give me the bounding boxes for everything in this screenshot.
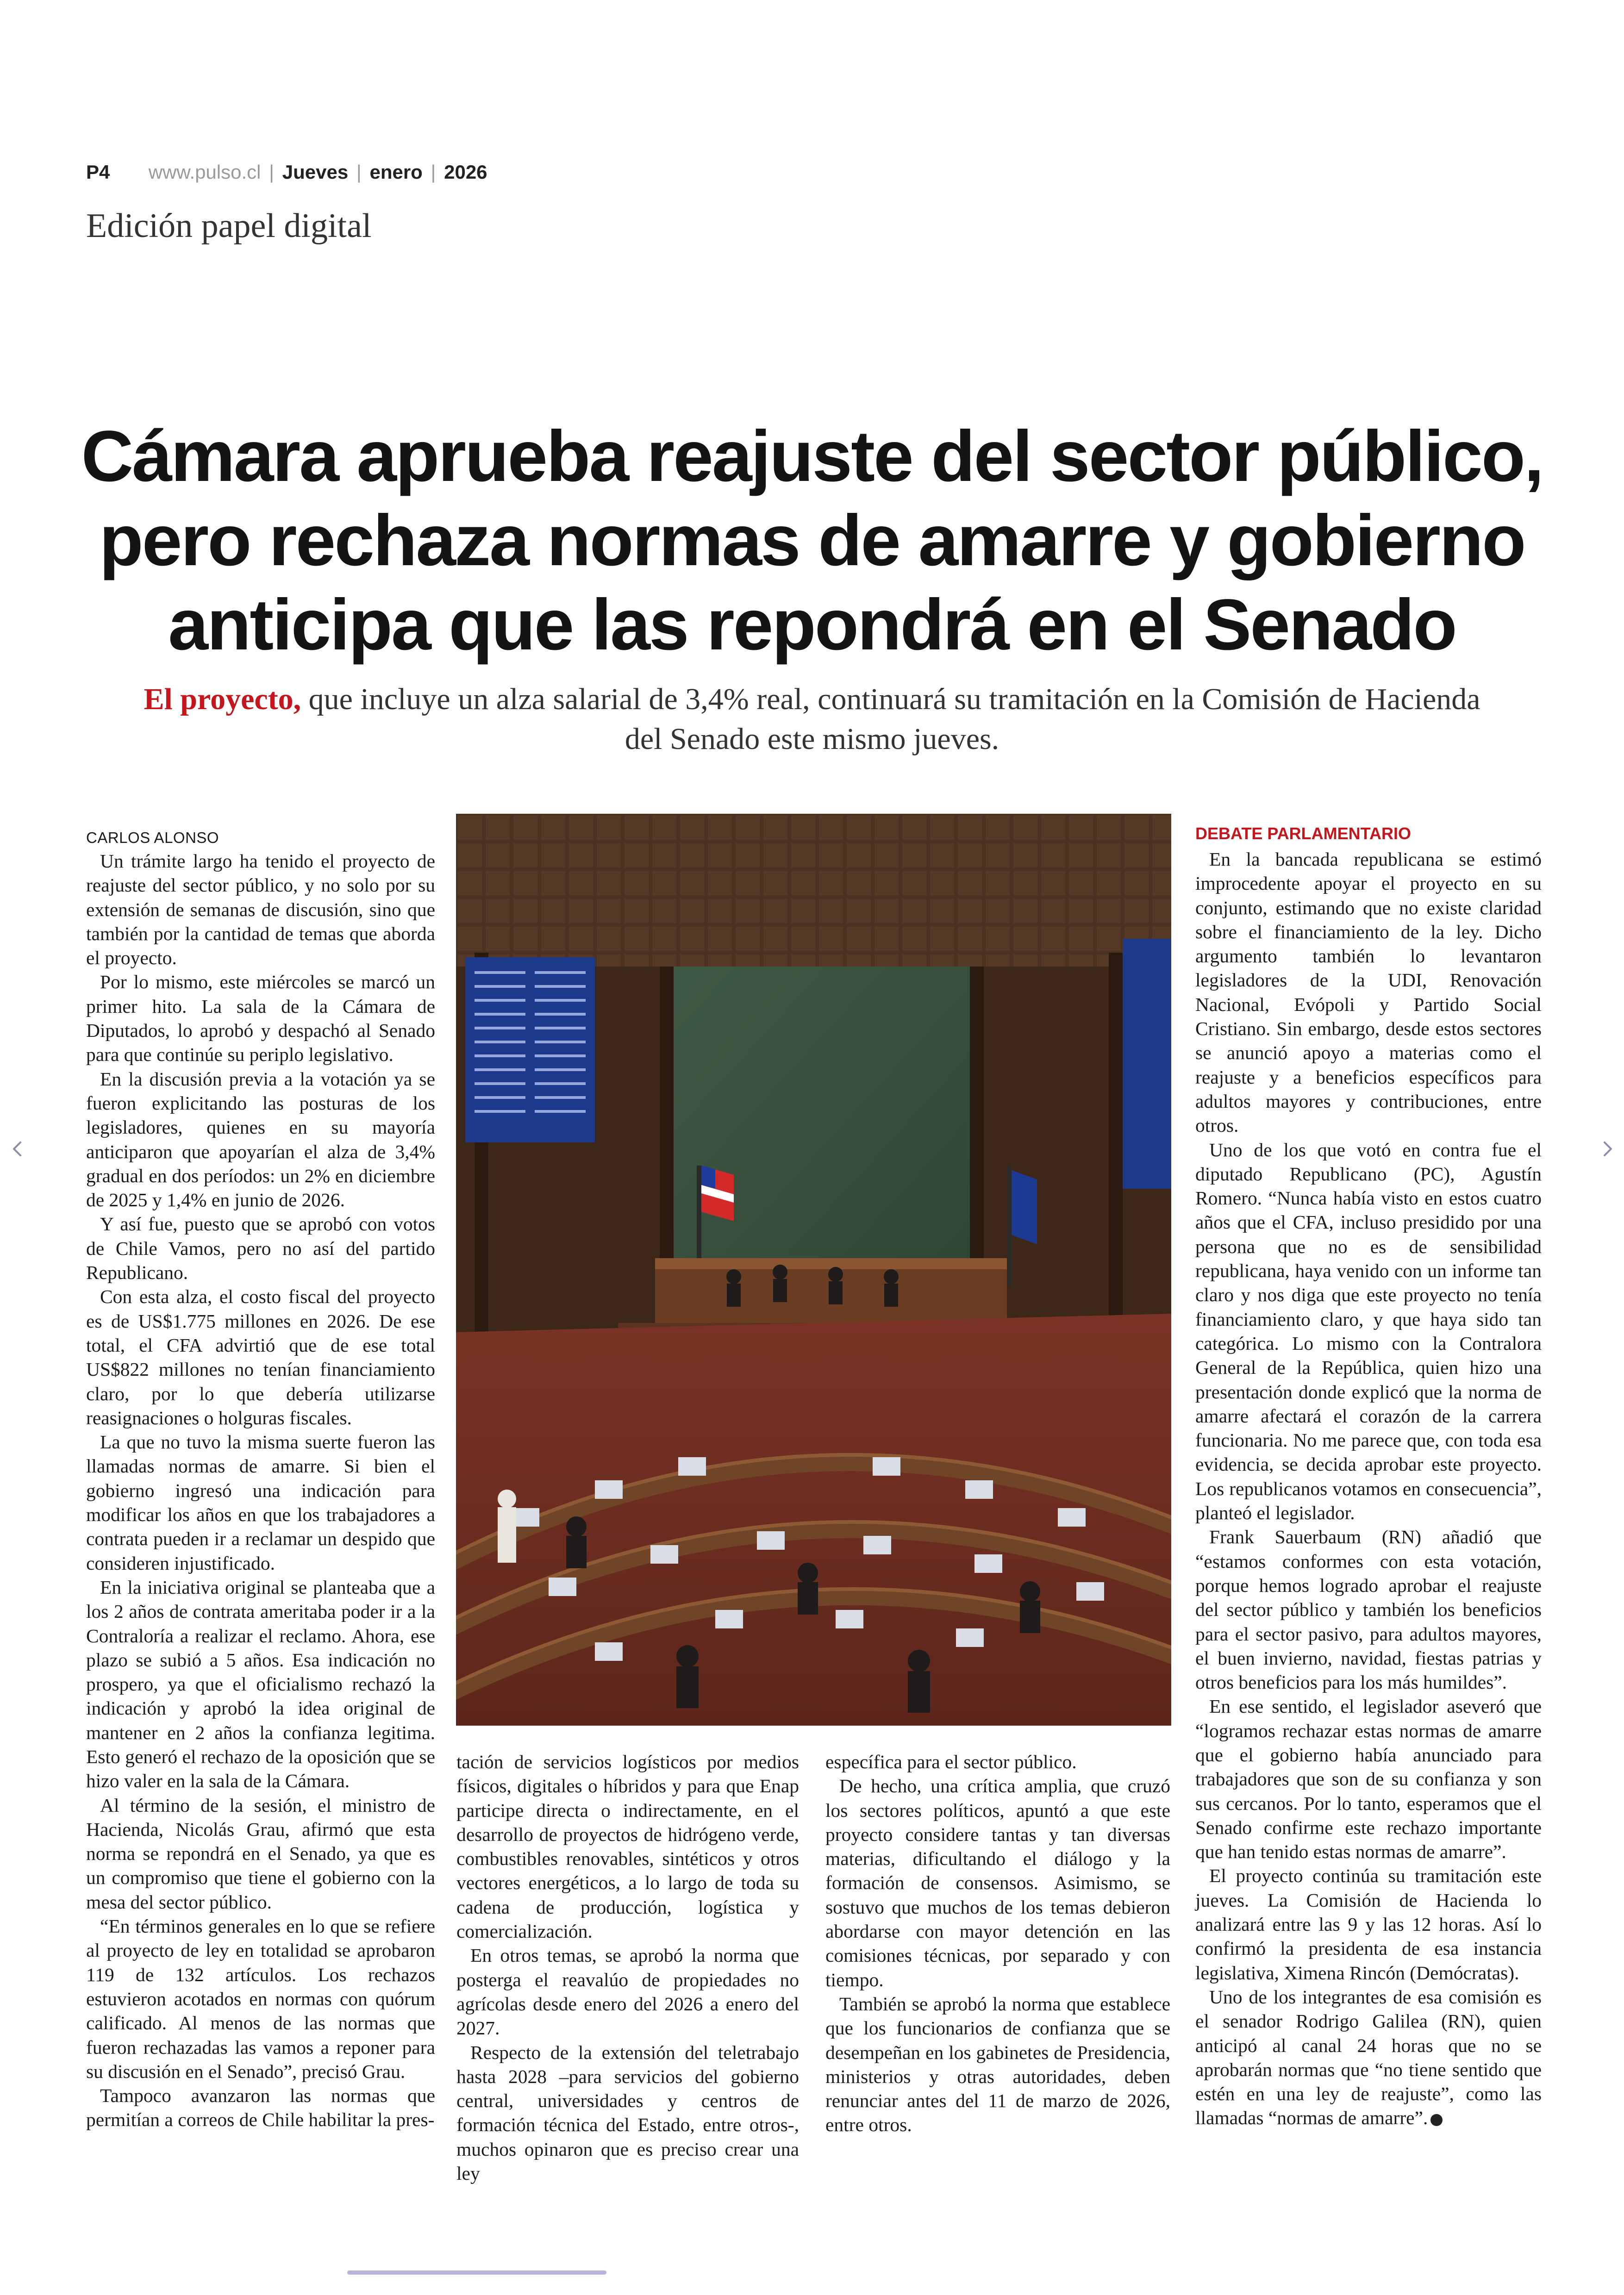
date-day: Jueves: [282, 161, 349, 183]
article-column-2: [456, 1750, 799, 2185]
deck-text: que incluye un alza salarial de 3,4% real, continuará su tramitación en la Comisión de Hacienda: [308, 682, 1480, 716]
section-heading: DEBATE PARLAMENTARIO: [1195, 824, 1411, 843]
paragraph: Un trámite largo ha tenido el proyecto de reajuste del sector público, y no solo por su extensión de semanas de discusión, sino que también por la cantidad de temas que aborda el proyecto.: [86, 850, 435, 969]
headline-line: anticipa que las repondrá en el Senado: [168, 585, 1456, 665]
paragraph: En la bancada republicana se estimó improcedente apoyar el proyecto en su conjunto, estimando que no existe claridad sobre el financiamiento de la ley. Dicho argumento también lo levantaron legisladores de la UDI, Renovación Nacional, Evópoli y Partido Social Cristiano. Sin embargo, desde estos sectores se anunció apoyo a materias como el reajuste y a beneficios específicos para adultos mayores y contribuciones, entre otros.: [1195, 848, 1542, 1136]
page-folio: P4 www.pulso.cl | Jueves | enero | 2026: [86, 161, 487, 183]
paragraph: [1195, 1985, 1542, 2130]
date-month: enero: [369, 161, 423, 183]
end-mark-icon: [1430, 2114, 1443, 2126]
paragraph: En ese sentido, el legislador aseveró que “logramos rechazar estas normas de amarre que el gobierno había anunciado para trabajadores que son de su confianza y son sus cercanos. Por lo tanto, esperamos que el Senado confirme este rechazo importante que han tenido estas normas de amarre”.: [1195, 1696, 1542, 1863]
chevron-right-icon: [1598, 1140, 1617, 1158]
paragraph: En la discusión previa a la votación ya se fueron explicitando las posturas de los legisladores, quienes en su mayoría anticiparon que apoyarían el alza de 3,4% gradual en dos períodos: un 2% en diciembre de 2025 y 1,4% en junio de 2026.: [86, 1068, 435, 1211]
paragraph: También se aprobó la norma que establece que los funcionarios de confianza que se desempeñan en los gabinetes de Presidencia, ministerios y otras autoridades, deben renunciar antes del 11 de marzo de 2026, entre otros.: [825, 1993, 1170, 2136]
headline-line: Cámara aprueba reajuste del sector público,: [81, 416, 1543, 497]
paragraph: Frank Sauerbaum (RN) añadió que “estamos conformes con esta votación, porque hemos logrado aprobar el reajuste del sector público y también los beneficios para el sector pasivo, para adultos mayores, el buen invierno, navidad, fiestas patrias y otros beneficios para los más humildes”.: [1195, 1526, 1542, 1693]
page-label: P4: [86, 161, 110, 183]
paragraph: La que no tuvo la misma suerte fueron las llamadas normas de amarre. Si bien el gobierno ingresó una indicación para modificar los años en que los trabajadores a contrata pueden ir a reclamar un despido que consideren injustificado.: [86, 1431, 435, 1574]
paragraph: En la iniciativa original se planteaba que a los 2 años de contrata ameritaba poder ir a la Contraloría a realizar el reclamo. Ahora, ese plazo se subió a 5 años. Esa indicación no prospero, ya que el oficialismo rechazó la indicación y aprobó la idea original de mantener en 2 años la confianza legitima. Esto generó el rechazo de la oposición que se hizo valer en la sala de la Cámara.: [86, 1576, 435, 1792]
deck-kicker: El proyecto,: [144, 682, 301, 716]
date-year: 2026: [444, 161, 487, 183]
chamber-photo: [456, 814, 1171, 1726]
paragraph: El proyecto continúa su tramitación este jueves. La Comisión de Hacienda lo analizará entre las 9 y las 12 horas. Así lo confirmó la presidenta de esa instancia legislativa, Ximena Rincón (Demócratas).: [1195, 1865, 1542, 1983]
chevron-left-icon: [8, 1140, 27, 1158]
edition-label: Edición papel digital: [86, 207, 372, 245]
headline-line: pero rechaza normas de amarre y gobierno: [99, 500, 1525, 581]
paragraph: Con esta alza, el costo fiscal del proyecto es de US$1.775 millones en 2026. De ese total, el CFA advirtió que de ese total US$822 millones no tenían financiamiento claro, por lo que debería utilizarse reasignaciones o holguras fiscales.: [86, 1286, 435, 1428]
article-column-4: [1195, 824, 1542, 2130]
paragraph: tación de servicios logísticos por medios físicos, digitales o híbridos y para que Enap participe directa o indirectamente, en el desarrollo de proyectos de hidrógeno verde, combustibles renovables, sintéticos y otros vectores energéticos, a lo largo de toda su cadena de producción, logística y comercialización.: [456, 1751, 799, 1942]
paragraph: “En términos generales en lo que se refiere al proyecto de ley en totalidad se aprobaron 119 de 132 artículos. Los rechazos estuvieron acotados en normas con quórum calificado. Al menos de las normas que fueron rechazadas las vamos a reponer para su discusión en el Senado”, precisó Grau.: [86, 1915, 435, 2082]
paragraph: Tampoco avanzaron las normas que permitían a correos de Chile habilitar la pres-: [86, 2085, 435, 2131]
headline: [69, 414, 1555, 667]
paragraph: específica para el sector público.: [825, 1751, 1077, 1772]
deck-text: del Senado este mismo jueves.: [625, 722, 999, 756]
article-column-1: [86, 829, 435, 2132]
paragraph: Al término de la sesión, el ministro de Hacienda, Nicolás Grau, afirmó que esta norma se repondrá en el Senado, ya que es un compromiso que tiene el gobierno con la mesa del sector público.: [86, 1794, 435, 1913]
paragraph: De hecho, una crítica amplia, que cruzó los sectores políticos, apuntó a que este proyecto considere tantas y tan diversas materias, dificultando el diálogo y la formación de consensos. Asimismo, se sostuvo que muchos de los temas debieron abordarse con mayor detención en las comisiones técnicas, por separado y con tiempo.: [825, 1775, 1170, 1990]
paragraph: Respecto de la extensión del teletrabajo hasta 2028 –para servicios del gobierno central, universidades y centros de formación técnica del Estado, entre otros-, muchos opinaron que es preciso crear una ley: [456, 2041, 799, 2184]
paragraph: En otros temas, se aprobó la norma que posterga el reavalúo de propiedades no agrícolas desde enero del 2026 a enero del 2027.: [456, 1945, 799, 2039]
previous-page-arrow[interactable]: [8, 1140, 27, 1160]
article-column-3: [825, 1750, 1170, 2137]
page-scrollbar[interactable]: [347, 2270, 606, 2275]
byline: CARLOS ALONSO: [86, 829, 219, 846]
site-url[interactable]: www.pulso.cl: [148, 161, 261, 183]
deck: [69, 680, 1555, 759]
paragraph: Y así fue, puesto que se aprobó con votos de Chile Vamos, pero no así del partido Republicano.: [86, 1213, 435, 1284]
paragraph: Uno de los que votó en contra fue el diputado Republicano (PC), Agustín Romero. “Nunca había visto en estos cuatro años que el CFA, incluso presidido por una persona que no es de sensibilidad republicana, haya venido con un informe tan claro y nos diga que este proyecto no tenía financiamiento claro, y que haya sido tan categórica. Lo mismo con la Contralora General de la República, quien hizo una presentación donde explicó que la norma de amarre afectará el corazón de la carrera funcionaria. No me parece que, con toda esa evidencia, se decida aprobar este proyecto. Los republicanos votamos en consecuencia”, planteó el legislador.: [1195, 1139, 1542, 1524]
paragraph: Por lo mismo, este miércoles se marcó un primer hito. La sala de la Cámara de Diputados, lo aprobó y despachó al Senado para que continúe su periplo legislativo.: [86, 971, 435, 1066]
paragraph-text: Uno de los integrantes de esa comisión es el senador Rodrigo Galilea (RN), quien anticipó al canal 24 horas que no se aprobarán normas que “no tiene sentido que estén en una ley de reajuste”, como las llamadas “normas de amarre”.: [1195, 1986, 1542, 2129]
next-page-arrow[interactable]: [1598, 1140, 1617, 1160]
